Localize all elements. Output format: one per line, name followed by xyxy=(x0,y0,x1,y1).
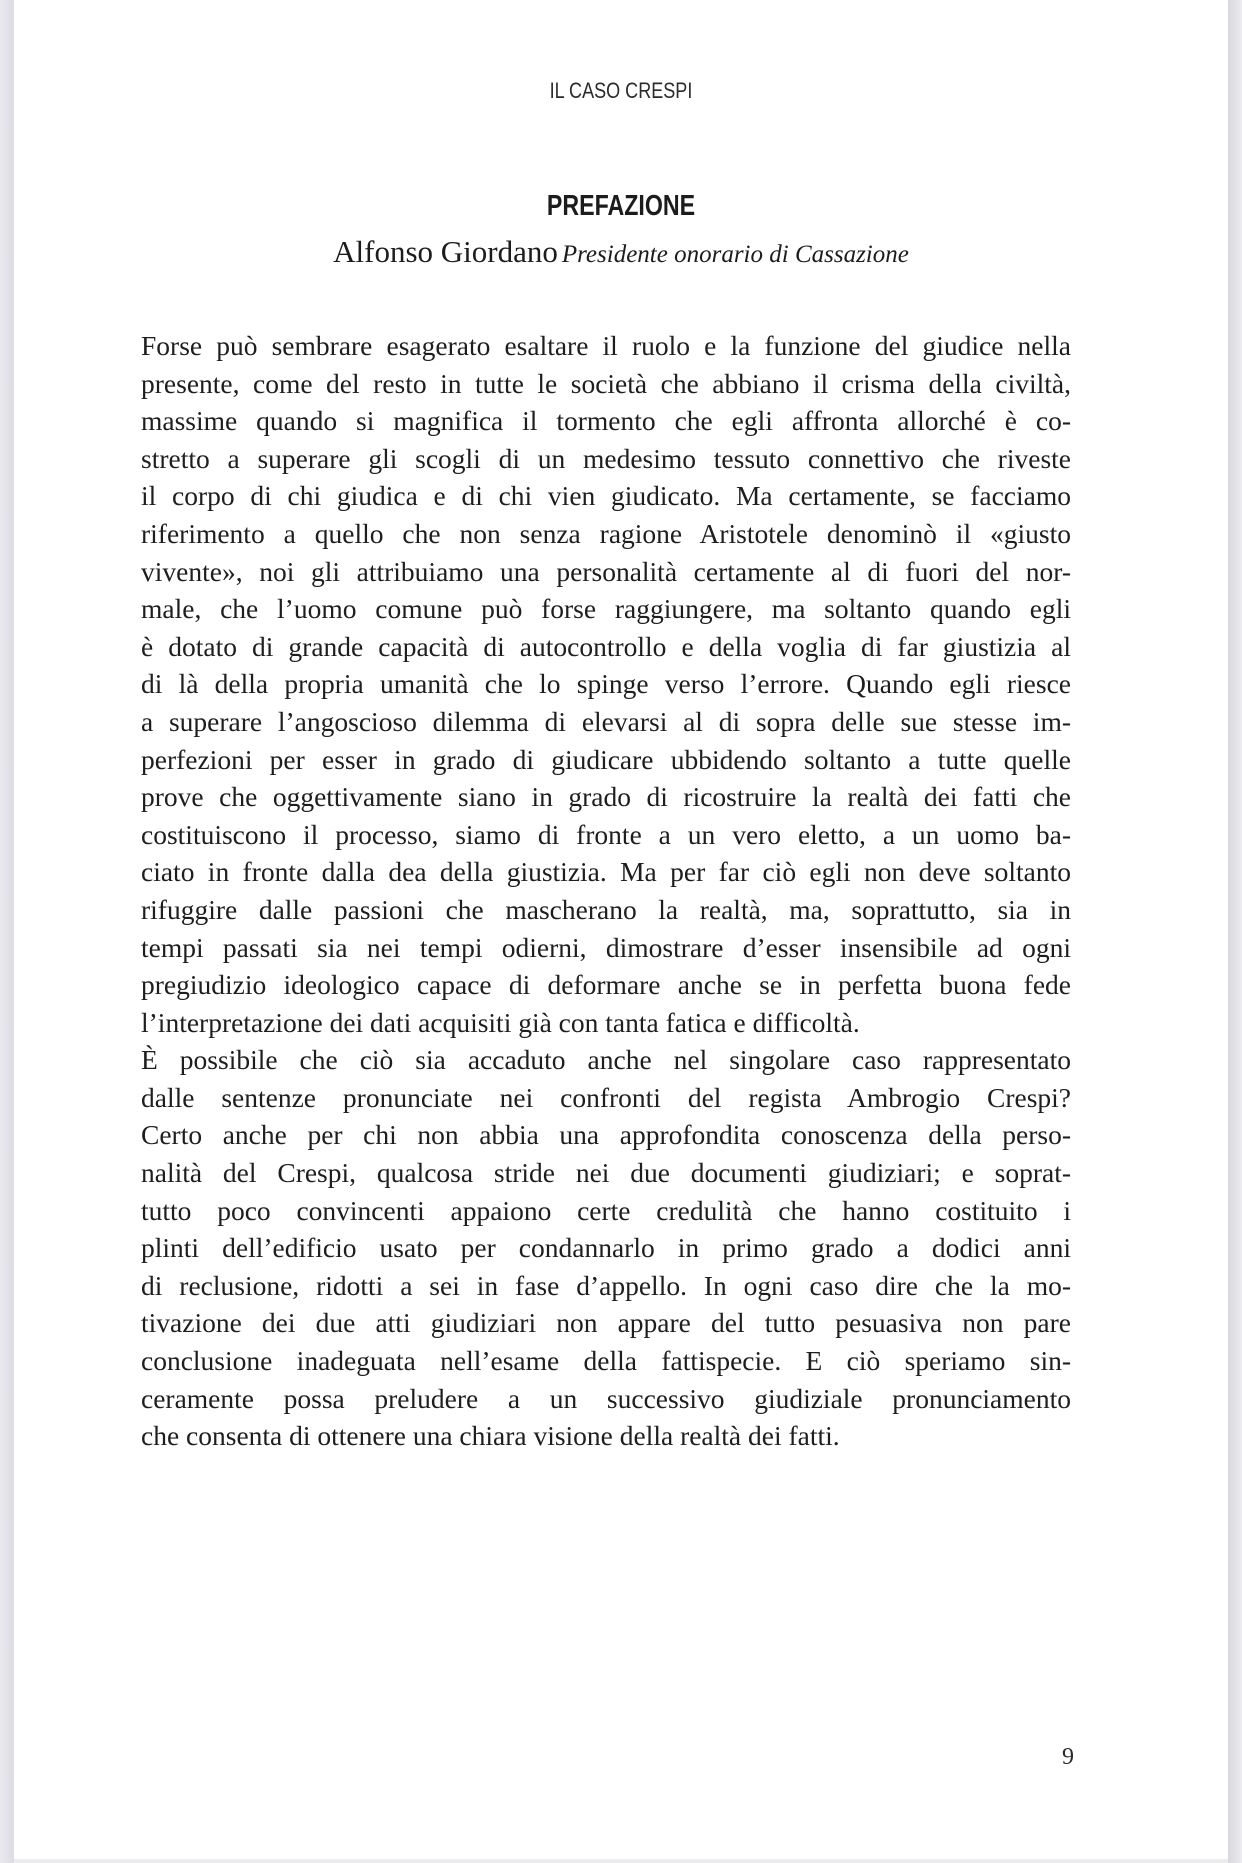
body-line: a superare l’angoscioso dilemma di elevarsi al di sopra delle sue stesse im- xyxy=(141,705,1071,737)
body-line: massime quando si magnifica il tormento che egli affronta allorché è co- xyxy=(141,405,1071,437)
body-line: che consenta di ottenere una chiara visione della realtà dei fatti. xyxy=(141,1420,840,1452)
body-line: riferimento a quello che non senza ragione Aristotele denominò il «giusto xyxy=(141,517,1071,549)
body-line: Forse può sembrare esagerato esaltare il ruolo e la funzione del giudice nella xyxy=(141,330,1071,361)
body-line: stretto a superare gli scogli di un medesimo tessuto connettivo che riveste xyxy=(141,442,1071,474)
body-line: di là della propria umanità che lo spinge verso l’errore. Quando egli riesce xyxy=(141,668,1071,700)
body-line: tivazione dei due atti giudiziari non appare del tutto pesuasiva non pare xyxy=(141,1307,1071,1339)
body-line: tempi passati sia nei tempi odierni, dimostrare d’esser insensibile ad ogni xyxy=(141,931,1071,963)
body-line: Certo anche per chi non abbia una approfondita conoscenza della perso- xyxy=(141,1119,1071,1151)
chapter-title: PREFAZIONE xyxy=(546,190,696,222)
body-line: di reclusione, ridotti a sei in fase d’appello. In ogni caso dire che la mo- xyxy=(141,1269,1071,1301)
body-line: male, che l’uomo comune può forse raggiungere, ma soltanto quando egli xyxy=(141,593,1071,625)
body-line: ciato in fronte dalla dea della giustizia. Ma per far ciò egli non deve soltanto xyxy=(141,856,1071,888)
body-line: costituiscono il processo, siamo di fronte a un vero eletto, a un uomo ba- xyxy=(141,818,1071,850)
book-page xyxy=(14,0,1228,1859)
body-line: rifuggire dalle passioni che mascherano la realtà, ma, soprattutto, sia in xyxy=(141,893,1071,925)
body-line: plinti dell’edificio usato per condannarlo in primo grado a dodici anni xyxy=(141,1232,1071,1264)
body-line: È possibile che ciò sia accaduto anche nel singolare caso rappresentato xyxy=(141,1044,1071,1076)
body-line: dalle sentenze pronunciate nei confronti del regista Ambrogio Crespi? xyxy=(141,1081,1071,1113)
body-line: ceramente possa preludere a un successivo giudiziale pronunciamento xyxy=(141,1382,1071,1414)
body-text xyxy=(141,327,1071,1455)
viewer-left-margin xyxy=(0,0,14,1863)
viewer-right-margin xyxy=(1228,0,1242,1863)
body-line: tutto poco convincenti appaiono certe credulità che hanno costituito i xyxy=(141,1194,1071,1226)
body-line: l’interpretazione dei dati acquisiti già con tanta fatica e difficoltà. xyxy=(141,1006,860,1038)
body-line: vivente», noi gli attribuiamo una personalità certamente al di fuori del nor- xyxy=(141,555,1071,587)
running-head: IL CASO CRESPI xyxy=(549,78,693,103)
body-line: è dotato di grande capacità di autocontrollo e della voglia di far giustizia al xyxy=(141,630,1071,662)
body-line: perfezioni per esser in grado di giudicare ubbidendo soltanto a tutte quelle xyxy=(141,743,1071,775)
body-line: pregiudizio ideologico capace di deformare anche se in perfetta buona fede xyxy=(141,969,1071,1001)
page-bottom-edge xyxy=(14,1859,1228,1863)
body-line: presente, come del resto in tutte le società che abbiano il crisma della civiltà, xyxy=(141,367,1071,399)
author-name: Alfonso Giordano xyxy=(333,234,558,269)
page-number: 9 xyxy=(1062,1744,1074,1770)
author-line xyxy=(14,234,1228,270)
author-role: Presidente onorario di Cassazione xyxy=(561,241,909,268)
body-line: nalità del Crespi, qualcosa stride nei due documenti giudiziari; e soprat- xyxy=(141,1157,1071,1189)
body-line: conclusione inadeguata nell’esame della fattispecie. E ciò speriamo sin- xyxy=(141,1345,1071,1377)
body-line: prove che oggettivamente siano in grado di ricostruire la realtà dei fatti che xyxy=(141,781,1071,813)
body-line: il corpo di chi giudica e di chi vien giudicato. Ma certamente, se facciamo xyxy=(141,480,1071,512)
